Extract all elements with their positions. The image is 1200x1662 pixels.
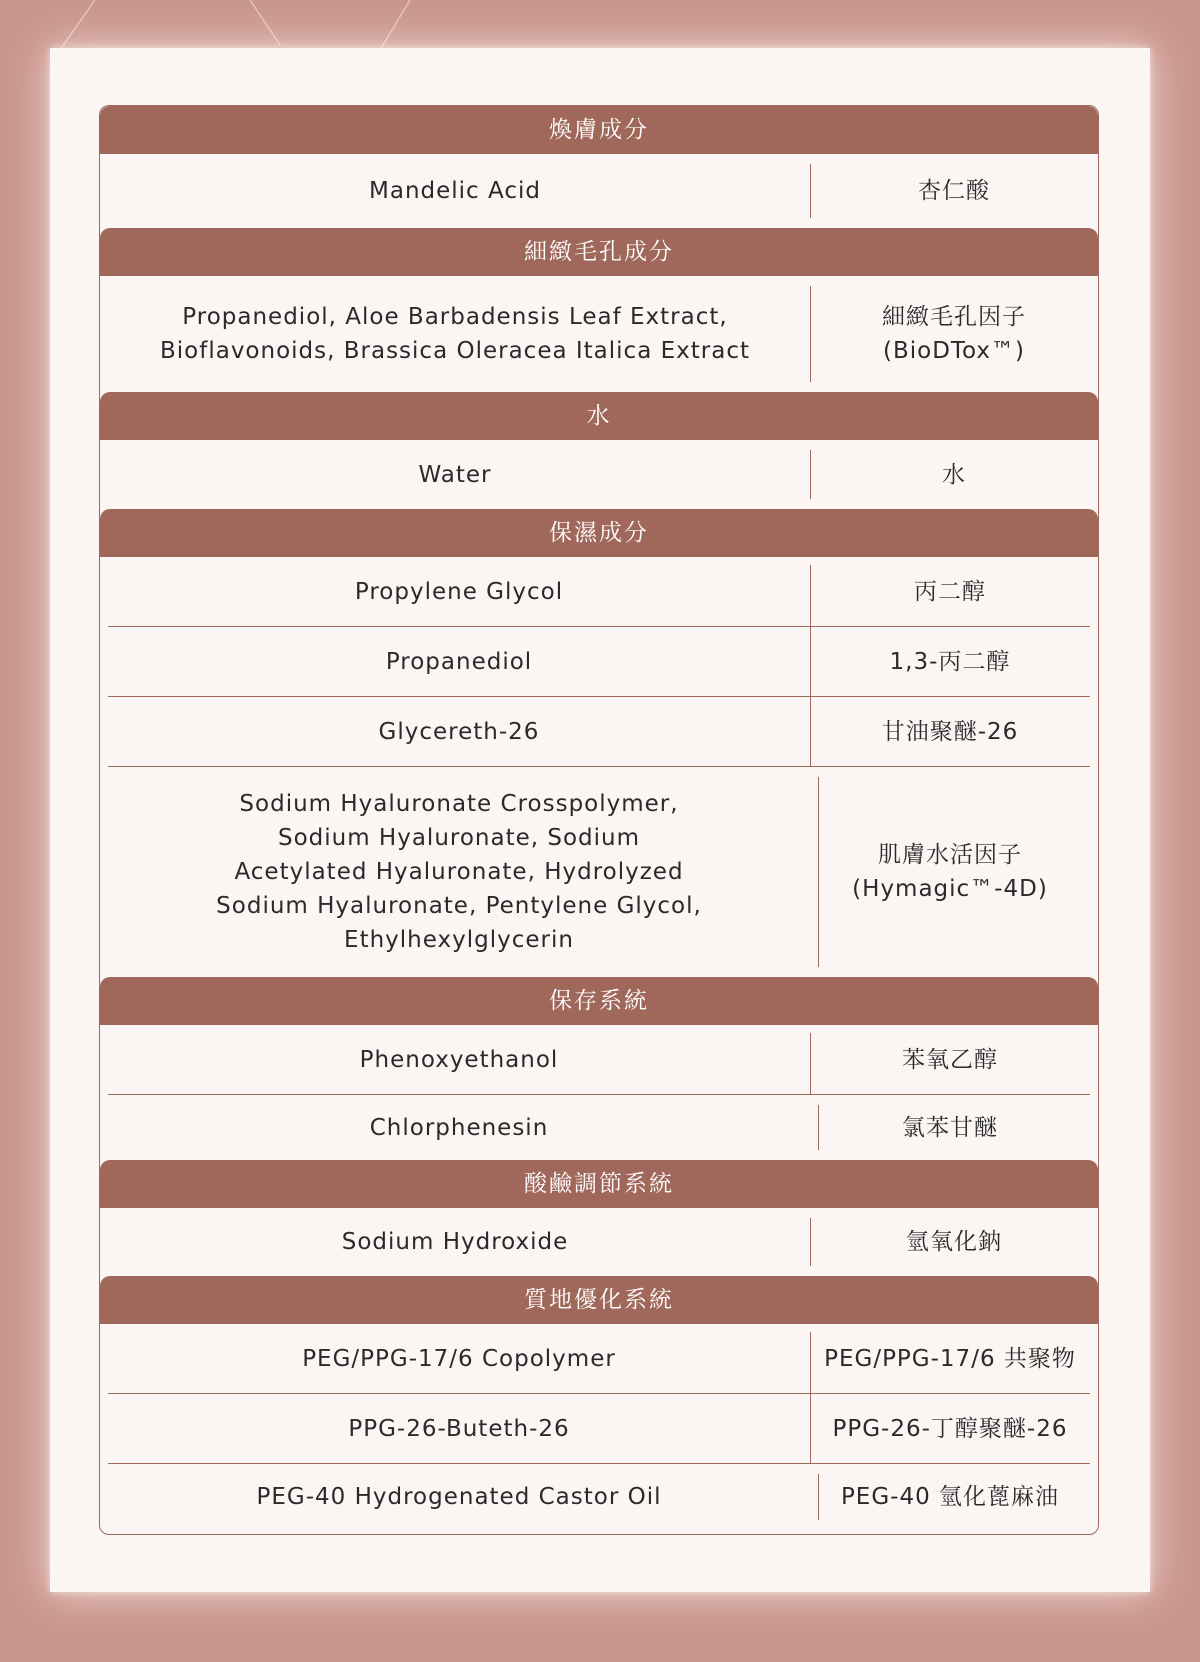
ingredient-chinese: 肌膚水活因子 (Hymagic™-4D) (852, 842, 1048, 902)
table-row (100, 1208, 1098, 1276)
ingredient-english: PPG-26-Buteth-26 (348, 1415, 570, 1442)
table-row (108, 1095, 1090, 1160)
ingredient-chinese: 氯苯甘醚 (902, 1114, 998, 1141)
table-row (108, 1025, 1090, 1095)
table-row (108, 767, 1090, 977)
ingredient-english: Water (418, 461, 492, 488)
ingredient-chinese: 甘油聚醚-26 (881, 718, 1019, 745)
table-row (108, 697, 1090, 767)
section-ph-adjusting (100, 1160, 1098, 1276)
ingredient-chinese: PPG-26-丁醇聚醚-26 (832, 1415, 1068, 1442)
ingredient-chinese: PEG/PPG-17/6 共聚物 (824, 1345, 1076, 1372)
table-row (108, 557, 1090, 627)
section-header: 煥膚成分 (100, 106, 1098, 154)
table-row (108, 1394, 1090, 1464)
section-header: 質地優化系統 (100, 1276, 1098, 1324)
ingredient-english: PEG-40 Hydrogenated Castor Oil (256, 1484, 662, 1510)
table-row (100, 276, 1098, 392)
ingredient-chinese: 杏仁酸 (918, 178, 990, 204)
ingredient-table (99, 105, 1099, 1535)
section-pore-refining (100, 228, 1098, 392)
section-header: 水 (100, 392, 1098, 440)
ingredient-english: Propanediol, Aloe Barbadensis Leaf Extract, Bioflavonoids, Brassica Oleracea Italica Extract (160, 304, 750, 364)
section-preservative (100, 977, 1098, 1160)
ingredient-chinese: 細緻毛孔因子 (BioDTox™) (882, 304, 1026, 364)
ingredient-card (50, 48, 1150, 1592)
ingredient-english: Glycereth-26 (378, 718, 540, 745)
ingredient-chinese: 水 (942, 461, 966, 488)
ingredient-english: Propanediol (385, 648, 533, 675)
ingredient-english: Sodium Hyaluronate Crosspolymer, Sodium Hyaluronate, Sodium Acetylated Hyaluronate, Hydrolyzed Sodium Hyaluronate, Pentylene Glycol, Ethylhexylglycerin (216, 791, 702, 953)
ingredient-english: Chlorphenesin (369, 1114, 549, 1141)
table-row (108, 627, 1090, 697)
table-row (100, 154, 1098, 228)
ingredient-chinese: 氫氧化鈉 (906, 1229, 1002, 1255)
ingredient-english: Sodium Hydroxide (341, 1229, 569, 1255)
section-header: 細緻毛孔成分 (100, 228, 1098, 276)
section-header: 保存系統 (100, 977, 1098, 1025)
ingredient-chinese: 丙二醇 (914, 578, 986, 605)
ingredient-english: Phenoxyethanol (359, 1046, 559, 1073)
table-row (108, 1324, 1090, 1394)
section-water (100, 392, 1098, 509)
section-moisturizing (100, 509, 1098, 977)
section-header: 酸鹼調節系統 (100, 1160, 1098, 1208)
ingredient-chinese: 苯氧乙醇 (902, 1046, 998, 1073)
ingredient-english: Mandelic Acid (369, 178, 541, 204)
section-texture (100, 1276, 1098, 1530)
ingredient-english: PEG/PPG-17/6 Copolymer (302, 1345, 616, 1372)
table-row (100, 440, 1098, 509)
ingredient-chinese: 1,3-丙二醇 (889, 648, 1011, 675)
ingredient-english: Propylene Glycol (354, 578, 564, 605)
ingredient-chinese: PEG-40 氫化蓖麻油 (840, 1484, 1060, 1510)
section-header: 保濕成分 (100, 509, 1098, 557)
section-exfoliating (100, 106, 1098, 228)
table-row (108, 1464, 1090, 1530)
